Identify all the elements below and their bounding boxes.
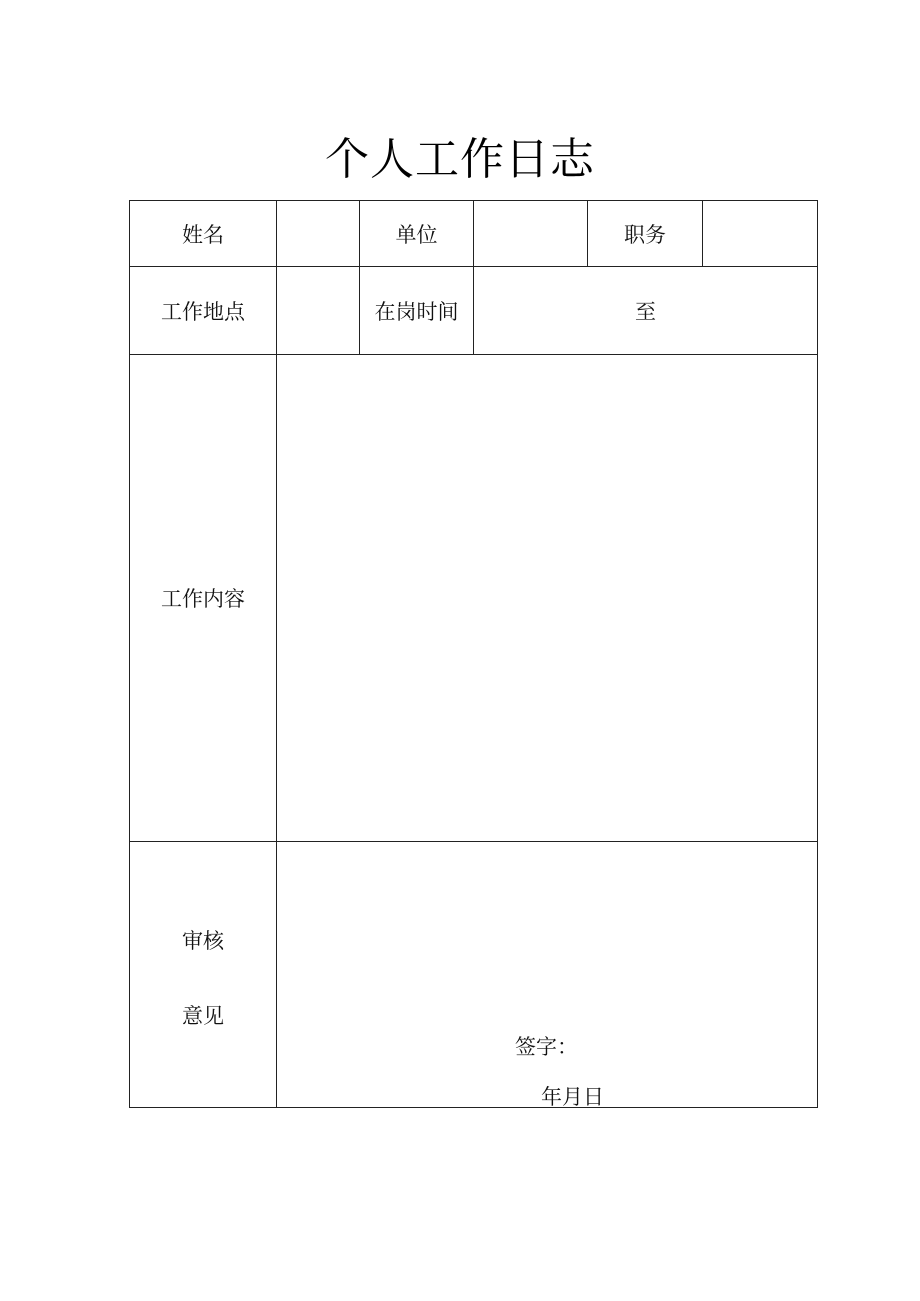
- form-row-content: [130, 355, 818, 842]
- work-location-label: 工作地点: [130, 267, 277, 355]
- name-field[interactable]: [277, 201, 360, 267]
- work-content-field[interactable]: [277, 355, 818, 842]
- signature-label: 签字：: [515, 1035, 578, 1059]
- position-label: 职务: [588, 201, 703, 267]
- position-field[interactable]: [703, 201, 818, 267]
- date-label: 年月日: [541, 1085, 604, 1109]
- work-content-label: 工作内容: [130, 355, 277, 842]
- work-location-field[interactable]: [277, 267, 360, 355]
- review-opinion-field[interactable]: [277, 842, 818, 1108]
- unit-label: 单位: [360, 201, 474, 267]
- form-row-location-time: [130, 267, 818, 355]
- unit-field[interactable]: [474, 201, 588, 267]
- on-duty-time-field[interactable]: [474, 267, 818, 355]
- name-label: 姓名: [130, 201, 277, 267]
- review-label-line1: 审核: [182, 929, 224, 953]
- review-opinion-label: [130, 842, 277, 1108]
- form-row-review: [130, 842, 818, 1108]
- review-label-line2: 意见: [182, 1004, 224, 1028]
- work-log-form: [129, 200, 818, 1108]
- form-row-basic-info: [130, 201, 818, 267]
- page-title: 个人工作日志: [325, 134, 595, 185]
- on-duty-to-label: 至: [635, 299, 656, 324]
- on-duty-time-label: 在岗时间: [360, 267, 474, 355]
